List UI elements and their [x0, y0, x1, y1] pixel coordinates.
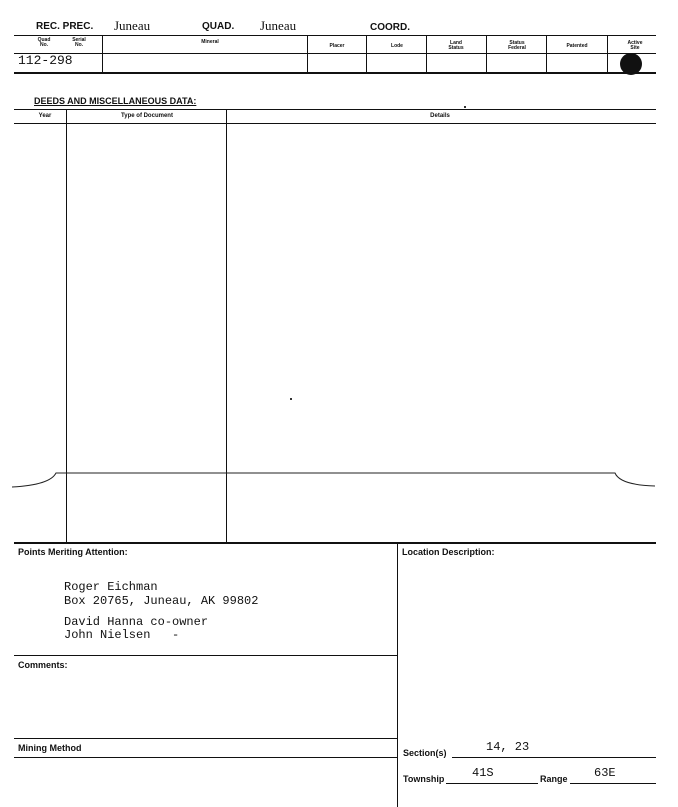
deeds-col-year: Year — [38, 113, 52, 119]
claim-col-divider — [486, 36, 487, 73]
bottom-center-divider — [397, 543, 398, 807]
township-value: 41S — [472, 766, 494, 780]
deeds-col-details: Details — [430, 113, 450, 119]
deeds-col-type: Type of Document — [121, 113, 173, 119]
col-header-lode: Lode — [391, 43, 403, 49]
points-label: Points Meriting Attention: — [18, 547, 128, 557]
points-line: Roger Eichman — [64, 580, 158, 594]
points-line: Box 20765, Juneau, AK 99802 — [64, 594, 259, 608]
points-line: John Nielsen - — [64, 628, 180, 642]
claim-table-header-rule — [14, 53, 656, 54]
section-label: Section(s) — [403, 748, 447, 758]
quad-label: QUAD. — [202, 21, 235, 32]
claim-table-bottom-rule — [14, 72, 656, 74]
quad-value: Juneau — [260, 18, 297, 33]
coord-label: COORD. — [370, 22, 410, 33]
township-label: Township — [403, 774, 445, 784]
claim-table-top-rule — [14, 35, 656, 36]
col-header-active: Active Site — [627, 40, 643, 51]
claim-col-divider — [607, 36, 608, 73]
speck — [290, 398, 292, 400]
section-value: 14, 23 — [486, 740, 530, 754]
col-header-patented: Patented — [566, 43, 588, 49]
claim-col-divider — [307, 36, 308, 73]
township-rule — [446, 783, 538, 784]
rec-prec-value: Juneau — [114, 18, 151, 33]
active-site-marker — [620, 53, 642, 75]
mining-method-label: Mining Method — [18, 743, 82, 753]
speck — [464, 106, 466, 108]
quad-serial-value: 112-298 — [18, 53, 73, 68]
col-header-quad: Quad No. — [37, 37, 51, 48]
deeds-top-rule — [14, 109, 656, 110]
range-rule — [570, 783, 656, 784]
col-header-land-status: Land Status — [448, 40, 464, 51]
col-header-serial: Serial No. — [72, 37, 86, 48]
comments-rule — [14, 655, 397, 656]
mining-lower-rule — [14, 757, 397, 758]
range-value: 63E — [594, 766, 616, 780]
claim-col-divider — [426, 36, 427, 73]
bottom-top-rule — [14, 542, 656, 544]
range-label: Range — [540, 774, 568, 784]
claim-col-divider — [366, 36, 367, 73]
claim-col-divider — [102, 36, 103, 73]
section-rule — [452, 757, 656, 758]
col-header-placer: Placer — [329, 43, 345, 49]
fold-line — [0, 465, 678, 495]
claim-col-divider — [546, 36, 547, 73]
mining-rule — [14, 738, 397, 739]
deeds-header-rule — [14, 123, 656, 124]
deeds-title: DEEDS AND MISCELLANEOUS DATA: — [34, 96, 197, 106]
location-description-label: Location Description: — [402, 547, 495, 557]
comments-label: Comments: — [18, 660, 68, 670]
rec-prec-label: REC. PREC. — [36, 21, 94, 32]
col-header-mineral: Mineral — [201, 39, 219, 45]
points-line: David Hanna co-owner — [64, 615, 209, 629]
col-header-status-federal: Status Federal — [508, 40, 526, 51]
